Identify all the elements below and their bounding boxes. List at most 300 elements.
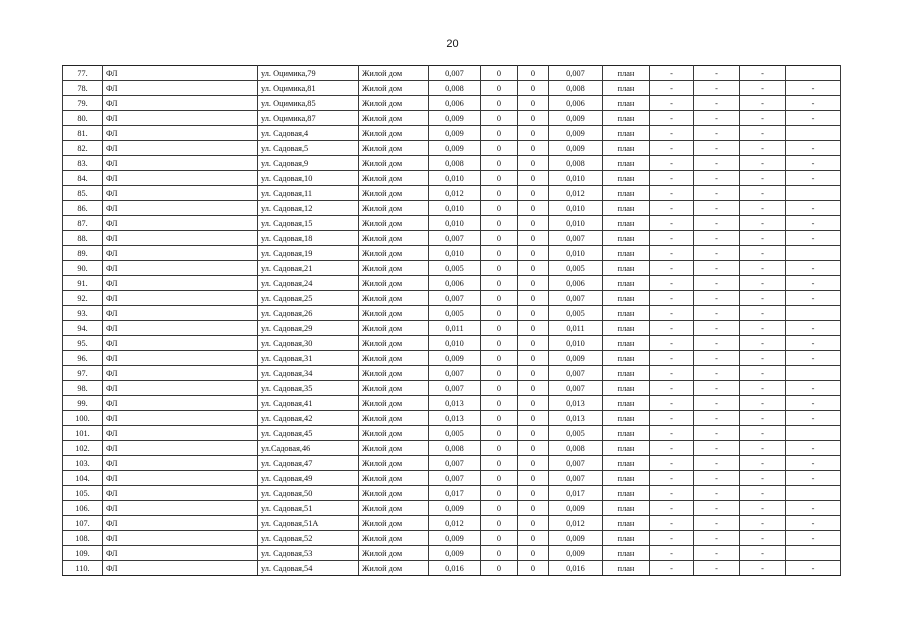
status-cell: план: [603, 486, 650, 501]
dash-cell: -: [740, 276, 786, 291]
dash-cell: -: [650, 306, 694, 321]
dash-cell: -: [786, 216, 841, 231]
address-cell: ул. Садовая,25: [258, 291, 359, 306]
value-cell: 0,009: [429, 141, 481, 156]
dash-cell: -: [650, 516, 694, 531]
owner-type-cell: ФЛ: [103, 261, 258, 276]
owner-type-cell: ФЛ: [103, 531, 258, 546]
value-cell: 0: [481, 336, 518, 351]
owner-type-cell: ФЛ: [103, 426, 258, 441]
address-cell: ул. Садовая,5: [258, 141, 359, 156]
status-cell: план: [603, 471, 650, 486]
dash-cell: -: [694, 96, 740, 111]
dash-cell: [786, 126, 841, 141]
object-type-cell: Жилой дом: [359, 276, 429, 291]
address-cell: ул. Садовая,21: [258, 261, 359, 276]
dash-cell: -: [740, 336, 786, 351]
owner-type-cell: ФЛ: [103, 366, 258, 381]
status-cell: план: [603, 261, 650, 276]
value-cell: 0,007: [549, 291, 603, 306]
dash-cell: -: [786, 171, 841, 186]
address-cell: ул. Садовая,53: [258, 546, 359, 561]
value-cell: 0: [481, 351, 518, 366]
object-type-cell: Жилой дом: [359, 306, 429, 321]
dash-cell: -: [694, 306, 740, 321]
status-cell: план: [603, 231, 650, 246]
address-cell: ул. Садовая,24: [258, 276, 359, 291]
table-row: [63, 516, 841, 531]
dash-cell: -: [786, 111, 841, 126]
value-cell: 0: [518, 396, 549, 411]
dash-cell: -: [786, 501, 841, 516]
value-cell: 0: [481, 411, 518, 426]
table-row: [63, 246, 841, 261]
dash-cell: -: [694, 381, 740, 396]
row-number-cell: 86.: [63, 201, 103, 216]
table-row: [63, 501, 841, 516]
dash-cell: -: [786, 411, 841, 426]
dash-cell: -: [740, 81, 786, 96]
table-row: [63, 81, 841, 96]
status-cell: план: [603, 456, 650, 471]
object-type-cell: Жилой дом: [359, 411, 429, 426]
value-cell: 0,007: [429, 456, 481, 471]
dash-cell: -: [650, 411, 694, 426]
dash-cell: -: [740, 201, 786, 216]
object-type-cell: Жилой дом: [359, 186, 429, 201]
value-cell: 0,007: [549, 66, 603, 81]
dash-cell: -: [650, 81, 694, 96]
value-cell: 0: [518, 516, 549, 531]
object-type-cell: Жилой дом: [359, 366, 429, 381]
status-cell: план: [603, 381, 650, 396]
dash-cell: -: [694, 186, 740, 201]
dash-cell: -: [740, 531, 786, 546]
dash-cell: -: [694, 291, 740, 306]
row-number-cell: 81.: [63, 126, 103, 141]
value-cell: 0: [518, 231, 549, 246]
table-row: [63, 156, 841, 171]
table-row: [63, 96, 841, 111]
row-number-cell: 103.: [63, 456, 103, 471]
address-cell: ул. Садовая,18: [258, 231, 359, 246]
value-cell: 0,006: [429, 276, 481, 291]
table-row: [63, 456, 841, 471]
owner-type-cell: ФЛ: [103, 456, 258, 471]
value-cell: 0: [481, 501, 518, 516]
owner-type-cell: ФЛ: [103, 66, 258, 81]
dash-cell: -: [694, 81, 740, 96]
dash-cell: -: [694, 366, 740, 381]
status-cell: план: [603, 516, 650, 531]
dash-cell: -: [650, 231, 694, 246]
object-type-cell: Жилой дом: [359, 171, 429, 186]
address-cell: ул. Оцимика,79: [258, 66, 359, 81]
value-cell: 0: [518, 111, 549, 126]
dash-cell: -: [694, 396, 740, 411]
dash-cell: -: [740, 306, 786, 321]
dash-cell: -: [650, 171, 694, 186]
dash-cell: -: [650, 396, 694, 411]
value-cell: 0,017: [429, 486, 481, 501]
value-cell: 0: [481, 381, 518, 396]
dash-cell: -: [786, 201, 841, 216]
object-type-cell: Жилой дом: [359, 141, 429, 156]
value-cell: 0: [518, 171, 549, 186]
table-row: [63, 411, 841, 426]
value-cell: 0: [481, 156, 518, 171]
value-cell: 0: [481, 96, 518, 111]
owner-type-cell: ФЛ: [103, 276, 258, 291]
row-number-cell: 100.: [63, 411, 103, 426]
value-cell: 0,007: [429, 471, 481, 486]
object-type-cell: Жилой дом: [359, 96, 429, 111]
owner-type-cell: ФЛ: [103, 246, 258, 261]
value-cell: 0,011: [429, 321, 481, 336]
dash-cell: -: [694, 171, 740, 186]
status-cell: план: [603, 66, 650, 81]
dash-cell: -: [786, 531, 841, 546]
status-cell: план: [603, 216, 650, 231]
dash-cell: -: [786, 336, 841, 351]
owner-type-cell: ФЛ: [103, 156, 258, 171]
object-type-cell: Жилой дом: [359, 321, 429, 336]
owner-type-cell: ФЛ: [103, 216, 258, 231]
dash-cell: -: [740, 381, 786, 396]
value-cell: 0: [518, 126, 549, 141]
owner-type-cell: ФЛ: [103, 546, 258, 561]
dash-cell: -: [650, 381, 694, 396]
table-row: [63, 66, 841, 81]
dash-cell: -: [786, 141, 841, 156]
dash-cell: -: [740, 171, 786, 186]
value-cell: 0: [518, 96, 549, 111]
value-cell: 0,013: [429, 411, 481, 426]
value-cell: 0: [518, 216, 549, 231]
owner-type-cell: ФЛ: [103, 321, 258, 336]
dash-cell: [786, 486, 841, 501]
object-type-cell: Жилой дом: [359, 216, 429, 231]
row-number-cell: 84.: [63, 171, 103, 186]
address-cell: ул. Садовая,12: [258, 201, 359, 216]
value-cell: 0: [481, 66, 518, 81]
object-type-cell: Жилой дом: [359, 561, 429, 576]
value-cell: 0,009: [549, 126, 603, 141]
value-cell: 0,010: [549, 336, 603, 351]
table-row: [63, 231, 841, 246]
dash-cell: -: [740, 66, 786, 81]
value-cell: 0: [518, 246, 549, 261]
value-cell: 0,010: [549, 171, 603, 186]
table-row: [63, 546, 841, 561]
value-cell: 0,010: [549, 246, 603, 261]
dash-cell: [786, 66, 841, 81]
row-number-cell: 94.: [63, 321, 103, 336]
object-type-cell: Жилой дом: [359, 66, 429, 81]
dash-cell: -: [694, 276, 740, 291]
value-cell: 0,009: [429, 111, 481, 126]
dash-cell: -: [694, 411, 740, 426]
row-number-cell: 110.: [63, 561, 103, 576]
object-type-cell: Жилой дом: [359, 126, 429, 141]
value-cell: 0,008: [429, 441, 481, 456]
value-cell: 0: [481, 291, 518, 306]
dash-cell: -: [694, 501, 740, 516]
status-cell: план: [603, 336, 650, 351]
dash-cell: -: [786, 321, 841, 336]
row-number-cell: 97.: [63, 366, 103, 381]
object-type-cell: Жилой дом: [359, 396, 429, 411]
value-cell: 0,009: [549, 141, 603, 156]
value-cell: 0: [481, 456, 518, 471]
value-cell: 0: [481, 426, 518, 441]
dash-cell: -: [786, 351, 841, 366]
owner-type-cell: ФЛ: [103, 96, 258, 111]
dash-cell: -: [786, 471, 841, 486]
dash-cell: -: [786, 81, 841, 96]
dash-cell: -: [740, 231, 786, 246]
dash-cell: -: [786, 456, 841, 471]
row-number-cell: 78.: [63, 81, 103, 96]
value-cell: 0,007: [429, 291, 481, 306]
value-cell: 0: [518, 261, 549, 276]
dash-cell: -: [650, 366, 694, 381]
value-cell: 0,006: [429, 96, 481, 111]
dash-cell: -: [694, 456, 740, 471]
row-number-cell: 93.: [63, 306, 103, 321]
table-row: [63, 291, 841, 306]
dash-cell: -: [740, 291, 786, 306]
status-cell: план: [603, 546, 650, 561]
value-cell: 0: [518, 501, 549, 516]
dash-cell: -: [650, 141, 694, 156]
status-cell: план: [603, 441, 650, 456]
address-cell: ул. Садовая,42: [258, 411, 359, 426]
dash-cell: -: [694, 111, 740, 126]
value-cell: 0: [518, 426, 549, 441]
dash-cell: -: [650, 291, 694, 306]
value-cell: 0: [518, 471, 549, 486]
address-cell: ул. Садовая,4: [258, 126, 359, 141]
row-number-cell: 96.: [63, 351, 103, 366]
dash-cell: -: [740, 351, 786, 366]
row-number-cell: 105.: [63, 486, 103, 501]
object-type-cell: Жилой дом: [359, 201, 429, 216]
status-cell: план: [603, 291, 650, 306]
table-row: [63, 141, 841, 156]
value-cell: 0,008: [429, 156, 481, 171]
dash-cell: -: [740, 126, 786, 141]
dash-cell: -: [694, 516, 740, 531]
status-cell: план: [603, 276, 650, 291]
value-cell: 0: [518, 531, 549, 546]
status-cell: план: [603, 501, 650, 516]
row-number-cell: 99.: [63, 396, 103, 411]
address-cell: ул. Садовая,45: [258, 426, 359, 441]
status-cell: план: [603, 366, 650, 381]
address-cell: ул. Садовая,29: [258, 321, 359, 336]
table-row: [63, 351, 841, 366]
table-row: [63, 396, 841, 411]
dash-cell: -: [650, 486, 694, 501]
dash-cell: -: [650, 126, 694, 141]
address-cell: ул. Садовая,10: [258, 171, 359, 186]
dash-cell: -: [650, 216, 694, 231]
value-cell: 0: [481, 276, 518, 291]
object-type-cell: Жилой дом: [359, 156, 429, 171]
table-body: [63, 66, 841, 576]
table-row: [63, 486, 841, 501]
owner-type-cell: ФЛ: [103, 291, 258, 306]
dash-cell: -: [650, 471, 694, 486]
value-cell: 0,006: [549, 96, 603, 111]
value-cell: 0: [518, 306, 549, 321]
status-cell: план: [603, 531, 650, 546]
dash-cell: -: [786, 96, 841, 111]
owner-type-cell: ФЛ: [103, 501, 258, 516]
value-cell: 0,010: [429, 216, 481, 231]
value-cell: 0,009: [429, 501, 481, 516]
value-cell: 0,005: [549, 426, 603, 441]
object-type-cell: Жилой дом: [359, 351, 429, 366]
dash-cell: -: [786, 291, 841, 306]
table-row: [63, 276, 841, 291]
object-type-cell: Жилой дом: [359, 486, 429, 501]
dash-cell: -: [694, 216, 740, 231]
object-type-cell: Жилой дом: [359, 261, 429, 276]
table-row: [63, 441, 841, 456]
value-cell: 0,009: [549, 531, 603, 546]
owner-type-cell: ФЛ: [103, 171, 258, 186]
table-row: [63, 261, 841, 276]
value-cell: 0: [481, 561, 518, 576]
owner-type-cell: ФЛ: [103, 306, 258, 321]
row-number-cell: 89.: [63, 246, 103, 261]
dash-cell: -: [786, 156, 841, 171]
owner-type-cell: ФЛ: [103, 486, 258, 501]
dash-cell: -: [740, 486, 786, 501]
row-number-cell: 77.: [63, 66, 103, 81]
value-cell: 0,006: [549, 276, 603, 291]
value-cell: 0: [481, 321, 518, 336]
value-cell: 0,009: [429, 126, 481, 141]
value-cell: 0,010: [429, 201, 481, 216]
table-row: [63, 306, 841, 321]
address-cell: ул. Садовая,19: [258, 246, 359, 261]
dash-cell: -: [650, 441, 694, 456]
row-number-cell: 102.: [63, 441, 103, 456]
address-cell: ул. Садовая,30: [258, 336, 359, 351]
value-cell: 0,005: [549, 306, 603, 321]
value-cell: 0: [518, 366, 549, 381]
status-cell: план: [603, 126, 650, 141]
address-cell: ул. Оцимика,87: [258, 111, 359, 126]
dash-cell: -: [740, 111, 786, 126]
dash-cell: -: [694, 261, 740, 276]
value-cell: 0: [481, 516, 518, 531]
row-number-cell: 98.: [63, 381, 103, 396]
table-row: [63, 201, 841, 216]
row-number-cell: 104.: [63, 471, 103, 486]
value-cell: 0,010: [429, 336, 481, 351]
dash-cell: -: [740, 546, 786, 561]
value-cell: 0: [518, 321, 549, 336]
dash-cell: -: [740, 426, 786, 441]
dash-cell: -: [740, 411, 786, 426]
value-cell: 0: [518, 411, 549, 426]
value-cell: 0,008: [549, 441, 603, 456]
value-cell: 0,008: [549, 81, 603, 96]
value-cell: 0: [481, 81, 518, 96]
value-cell: 0,012: [549, 516, 603, 531]
value-cell: 0: [481, 396, 518, 411]
dash-cell: -: [740, 366, 786, 381]
owner-type-cell: ФЛ: [103, 111, 258, 126]
value-cell: 0: [481, 186, 518, 201]
value-cell: 0,010: [429, 246, 481, 261]
data-table: [62, 65, 841, 576]
value-cell: 0: [481, 366, 518, 381]
dash-cell: -: [650, 246, 694, 261]
value-cell: 0: [481, 201, 518, 216]
value-cell: 0,007: [429, 366, 481, 381]
object-type-cell: Жилой дом: [359, 336, 429, 351]
status-cell: план: [603, 171, 650, 186]
row-number-cell: 107.: [63, 516, 103, 531]
status-cell: план: [603, 186, 650, 201]
value-cell: 0,007: [549, 471, 603, 486]
table-row: [63, 171, 841, 186]
value-cell: 0: [481, 246, 518, 261]
dash-cell: -: [740, 471, 786, 486]
status-cell: план: [603, 396, 650, 411]
dash-cell: -: [694, 201, 740, 216]
value-cell: 0,007: [549, 456, 603, 471]
row-number-cell: 90.: [63, 261, 103, 276]
value-cell: 0,009: [549, 111, 603, 126]
dash-cell: -: [786, 261, 841, 276]
dash-cell: -: [650, 201, 694, 216]
dash-cell: -: [650, 276, 694, 291]
value-cell: 0,008: [429, 81, 481, 96]
dash-cell: -: [786, 516, 841, 531]
dash-cell: -: [650, 156, 694, 171]
status-cell: план: [603, 321, 650, 336]
address-cell: ул. Садовая,50: [258, 486, 359, 501]
address-cell: ул. Садовая,51А: [258, 516, 359, 531]
dash-cell: -: [694, 531, 740, 546]
status-cell: план: [603, 201, 650, 216]
address-cell: ул. Садовая,31: [258, 351, 359, 366]
value-cell: 0: [481, 171, 518, 186]
value-cell: 0: [518, 81, 549, 96]
dash-cell: -: [740, 96, 786, 111]
dash-cell: -: [786, 231, 841, 246]
row-number-cell: 108.: [63, 531, 103, 546]
row-number-cell: 109.: [63, 546, 103, 561]
status-cell: план: [603, 426, 650, 441]
dash-cell: -: [740, 396, 786, 411]
dash-cell: [786, 546, 841, 561]
value-cell: 0,012: [429, 186, 481, 201]
value-cell: 0: [518, 276, 549, 291]
dash-cell: -: [694, 156, 740, 171]
value-cell: 0,013: [429, 396, 481, 411]
value-cell: 0,005: [429, 261, 481, 276]
dash-cell: -: [650, 546, 694, 561]
object-type-cell: Жилой дом: [359, 546, 429, 561]
value-cell: 0,007: [549, 366, 603, 381]
